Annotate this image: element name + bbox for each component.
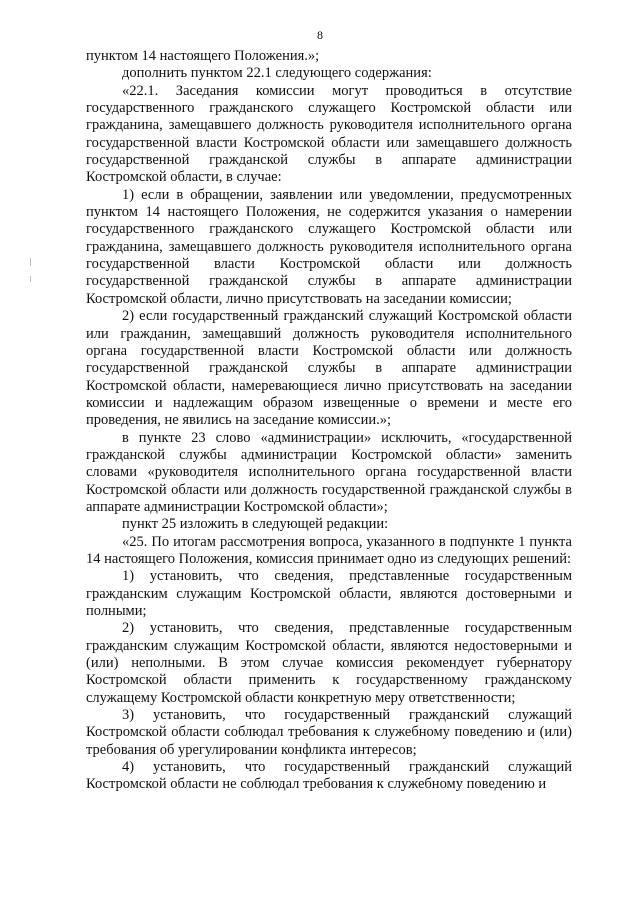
paragraph: пунктом 14 настоящего Положения.»; xyxy=(86,48,320,64)
paragraph: 3) установить, что государственный гражданский служащий Костромской области соблюдал требования к служебному поведению и (или) требования об урегулировании конфликта интересов; xyxy=(86,707,572,758)
paragraph: 1) если в обращении, заявлении или уведомлении, предусмотренных пунктом 14 настоящего Положения, не содержится указания о намерении государственного гражданского служащего Костромской области или гражданина, замещавшего должность руководителя исполнительного органа государственной власти Костромской области или должность государственной гражданской службы в аппарате администрации Костромской области, лично присутствовать на заседании комиссии; xyxy=(86,186,572,307)
margin-mark xyxy=(30,258,31,266)
margin-mark xyxy=(30,276,31,282)
document-body xyxy=(86,48,572,794)
paragraph: «25. По итогам рассмотрения вопроса, указанного в подпункте 1 пункта 14 настоящего Положения, комиссия принимает одно из следующих решений: xyxy=(86,533,572,567)
paragraph: 2) установить, что сведения, представленные государственным гражданским служащим Костромской области, являются недостоверными и (или) неполными. В этом случае комиссия рекомендует губернатору Костромской области применить к государственному гражданскому служащему Костромской области конкретную меру ответственности; xyxy=(86,620,572,706)
paragraph: в пункте 23 слово «администрации» исключить, «государственной гражданской службы администрации Костромской области» заменить словами «руководителя исполнительного органа государственной власти Костромской области или должность государственной гражданской службы в аппарате администрации Костромской области»; xyxy=(86,429,572,515)
paragraph: дополнить пунктом 22.1 следующего содержания: xyxy=(122,65,432,82)
paragraph: 1) установить, что сведения, представленные государственным гражданским служащим Костромской области, являются достоверными и полными; xyxy=(86,568,572,619)
paragraph: 2) если государственный гражданский служащий Костромской области или гражданин, замещавший должность руководителя исполнительного органа государственной власти Костромской области или должность государственной гражданской службы в аппарате администрации Костромской области, намеревающиеся лично присутствовать на заседании комиссии и надлежащим образом извещенные о времени и месте его проведения, не явились на заседание комиссии.»; xyxy=(86,308,572,429)
paragraph: пункт 25 изложить в следующей редакции: xyxy=(122,516,389,533)
paragraph: «22.1. Заседания комиссии могут проводиться в отсутствие государственного гражданского служащего Костромской области или гражданина, замещавшего должность руководителя исполнительного органа государственной власти Костромской области или замещавшего должность государственной гражданской службы в аппарате администрации Костромской области, в случае: xyxy=(86,82,572,186)
page-number: 8 xyxy=(317,28,323,42)
paragraph: 4) установить, что государственный гражданский служащий Костромской области не соблюдал требования к служебному поведению и xyxy=(86,759,572,793)
